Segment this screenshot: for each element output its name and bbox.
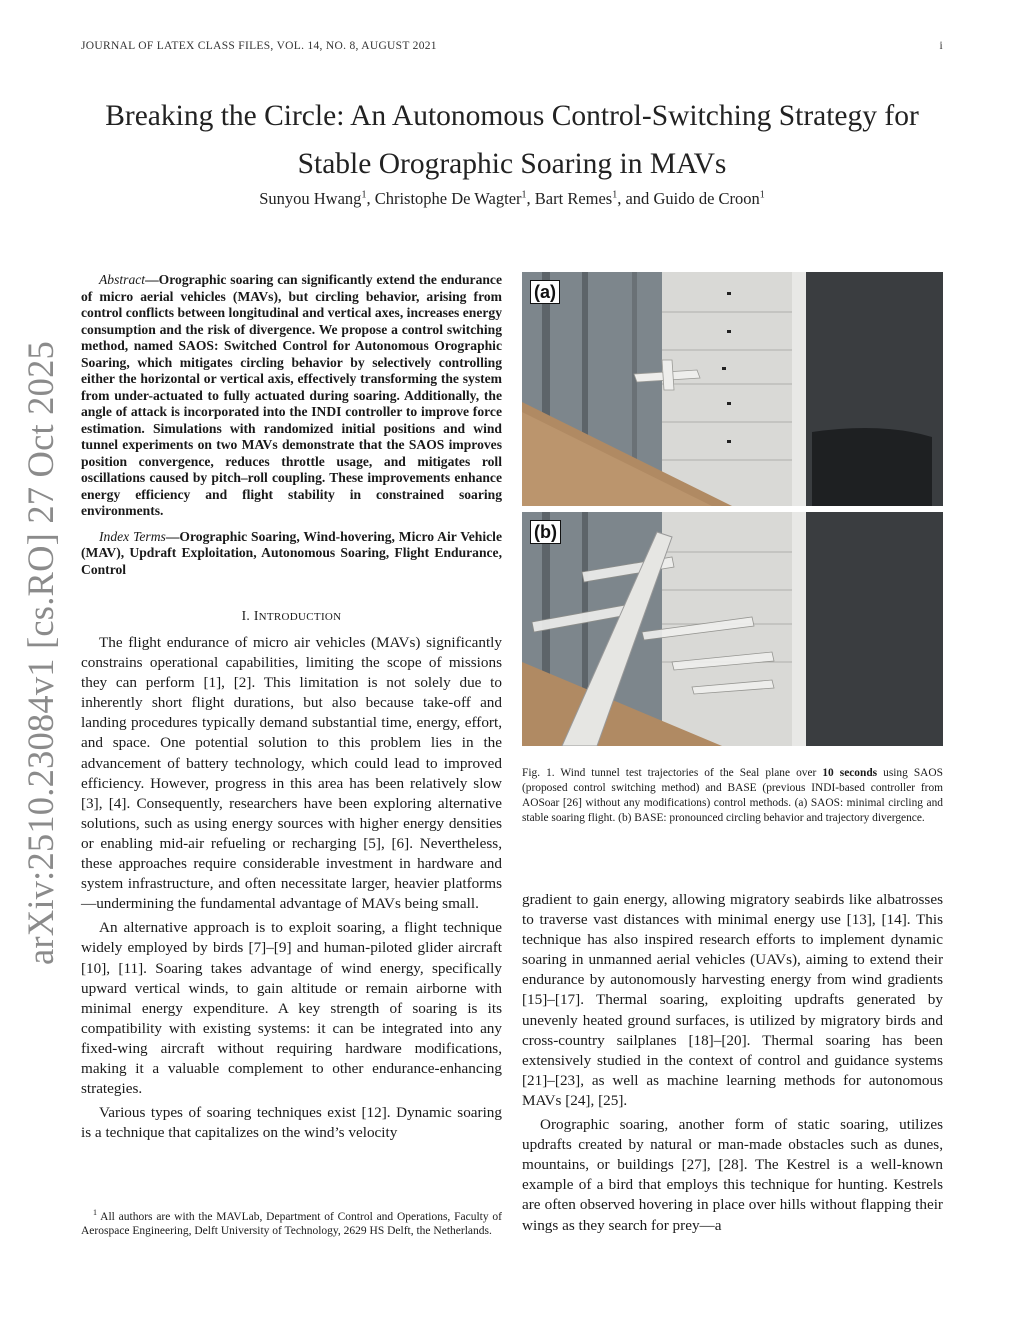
- panel-b-label: (b): [530, 520, 561, 544]
- right-column: [522, 272, 943, 826]
- abstract: [81, 272, 502, 520]
- title-line-1: Breaking the Circle: An Autonomous Control-Switching Strategy for: [105, 100, 919, 132]
- section-cap: I: [253, 608, 259, 623]
- author-affiliation-mark: 1: [521, 189, 527, 201]
- caption-prefix: Fig. 1. Wind tunnel test trajectories of the Seal plane over: [522, 767, 823, 779]
- footnote-mark: 1: [93, 1208, 97, 1217]
- author-list: [60, 189, 964, 209]
- wind-tunnel-photo-b: [522, 512, 943, 746]
- author-name: Christophe De Wagter: [374, 189, 522, 208]
- running-header: [81, 40, 943, 56]
- index-terms-text: —Orographic Soaring, Wind-hovering, Micro Air Vehicle (MAV), Updraft Exploitation, Autonomous Soaring, Flight Endurance, Control: [81, 528, 502, 577]
- author-name: Bart Remes: [534, 189, 613, 208]
- left-column: [81, 272, 502, 1143]
- figure-panel-a: [522, 272, 943, 506]
- intro-paragraph-2: An alternative approach is to exploit soaring, a flight technique widely employed by birds [7]–[9] and human-piloted glider aircraft [10], [11]. Soaring takes advantage of wind energy, specifically upward vertical winds, to gain altitude or remain airborne with minimal energy expenditure. A key strength of soaring is its compatibility with existing systems: it can be integrated into any fixed-wing aircraft without requiring hardware modifications, making it a valuable complement to other endurance-enhancing strategies.: [81, 919, 502, 1098]
- author-name: Guido de Croon: [653, 189, 760, 208]
- abstract-text: —Orographic soaring can significantly extend the endurance of micro aerial vehicles (MAVs), but circling behavior, arising from control conflicts between longitudinal and vertical axes, increases energy consumption and the risk of divergence. We propose a control switching method, named SAOS: Switched Control for Autonomous Orographic Soaring, which mitigates circling behavior by selectively controlling either the horizontal or vertical axis, effectively transforming the system from under-actuated to fully actuated during soaring. Additionally, the angle of attack is incorporated into the INDI controller to improve force estimation. Simulations with randomized initial positions and wind tunnel experiments on two MAVs demonstrate that the SAOS improves position convergence, reduces throttle usage, and mitigates roll oscillations caused by pitch–roll coupling. These improvements enhance energy efficiency and flight stability in constrained soaring environments.: [81, 272, 502, 518]
- author-separator: , and: [617, 189, 654, 208]
- caption-bold: 10 seconds: [822, 767, 878, 779]
- author-separator: ,: [526, 189, 535, 208]
- affiliation-footnote: [81, 1206, 502, 1239]
- index-terms-lead: Index Terms: [99, 528, 166, 544]
- figure-panel-b: [522, 512, 943, 746]
- section-rest: NTRODUCTION: [258, 611, 342, 623]
- footnote-text: All authors are with the MAVLab, Department of Control and Operations, Faculty of Aerospace Engineering, Delft University of Technology, 2629 HS Delft, the Netherlands.: [81, 1210, 502, 1238]
- right-paragraph-2: Orographic soaring, another form of static soaring, utilizes updrafts created by natural or man-made obstacles such as dunes, mountains, or buildings [27], [28]. The Kestrel is a well-known example of a bird that employs this technique for hunting. Kestrels are often observed hovering in place over hills without flapping their wings as they search for prey—a: [522, 1116, 943, 1234]
- panel-a-label: (a): [530, 280, 560, 304]
- journal-name: JOURNAL OF LATEX CLASS FILES, VOL. 14, NO. 8, AUGUST 2021: [81, 40, 437, 52]
- title-line-2: Stable Orographic Soaring in MAVs: [297, 148, 727, 180]
- wind-tunnel-photo-a: [522, 272, 943, 506]
- paper-title: [60, 92, 964, 188]
- right-paragraph-1: gradient to gain energy, allowing migratory seabirds like albatrosses to traverse vast distances with minimal energy use [13], [14]. This technique has also inspired research efforts to implement dynamic soaring in unmanned aerial vehicles (UAVs), aiming to extend their endurance by autonomously harvesting energy from wind gradients [15]–[17]. Thermal soaring, exploiting updrafts generated by unevenly heated ground surfaces, is utilized by migratory birds and cross-country sailplanes [18]–[20]. Thermal soaring has been extensively studied in the context of control and guidance systems [21]–[23], as well as machine learning methods for autonomous MAVs [24], [25].: [522, 891, 943, 1109]
- right-column-text: [522, 890, 943, 1236]
- intro-paragraph-3: Various types of soaring techniques exist [12]. Dynamic soaring is a technique that capitalizes on the wind’s velocity: [81, 1104, 502, 1142]
- section-numeral: I.: [241, 608, 254, 623]
- section-heading-introduction: [81, 608, 502, 624]
- author-affiliation-mark: 1: [361, 189, 367, 201]
- author-affiliation-mark: 1: [759, 189, 765, 201]
- page-number: i: [939, 40, 943, 52]
- author-name: Sunyou Hwang: [259, 189, 362, 208]
- intro-paragraph-1: The flight endurance of micro air vehicles (MAVs) significantly constrains operational capabilities, limiting the scope of missions they can perform [1], [2]. This limitation is not solely due to inherently short flight durations, but also because take-off and landing procedures typically demand substantial time, energy, effort, and space. One potential solution to this problem lies in the advancement of battery technology, which could lead to improved efficiency. However, progress in this area has been relatively slow [3], [4]. Consequently, researchers have been exploring alternative solutions, such as using energy sources with higher energy densities or enabling mid-air refueling or recharging [5], [6]. Nevertheless, these approaches require considerable investment in hardware and system infrastructure, and often necessitate larger, heavier platforms—undermining the fundamental advantage of MAVs being small.: [81, 634, 502, 913]
- author-separator: ,: [366, 189, 375, 208]
- index-terms: [81, 529, 502, 579]
- caption-rest: using SAOS (proposed control switching method) and BASE (previous INDI-based controller from AOSoar [26] without any modifications) control methods. (a) SAOS: minimal circling and stable soaring flight. (b) BASE: pronounced circling behavior and trajectory divergence.: [522, 767, 943, 825]
- abstract-lead: Abstract: [99, 272, 146, 287]
- figure-1-caption: [522, 766, 943, 826]
- arxiv-identifier[interactable]: arXiv:2510.23084v1 [cs.RO] 27 Oct 2025: [20, 341, 61, 965]
- figure-1: [522, 272, 943, 748]
- author-affiliation-mark: 1: [612, 189, 618, 201]
